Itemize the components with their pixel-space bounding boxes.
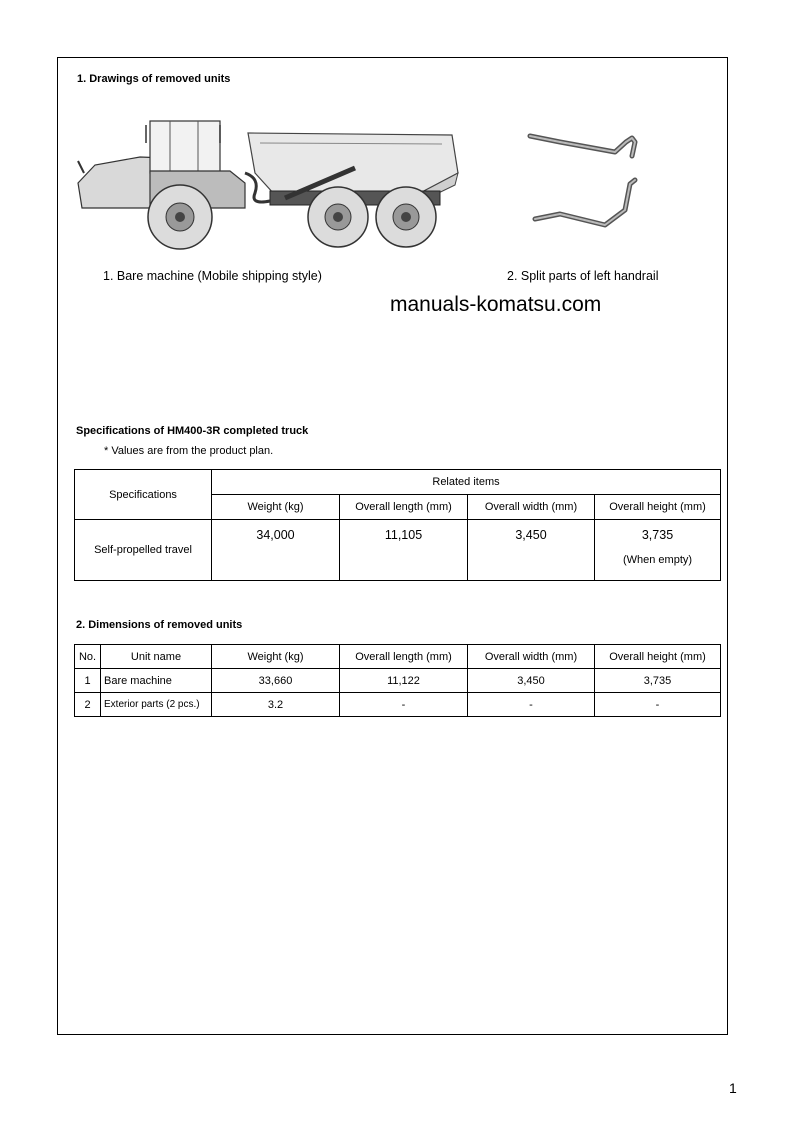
cell-unit-name: Exterior parts (2 pcs.) xyxy=(101,693,212,717)
row-label-self-propelled: Self-propelled travel xyxy=(75,520,212,581)
cell-width: 3,450 xyxy=(468,669,595,693)
header-specifications: Specifications xyxy=(75,470,212,520)
page-number: 1 xyxy=(729,1080,737,1096)
dimensions-table xyxy=(74,644,721,717)
cell-no: 2 xyxy=(75,693,101,717)
cell-weight: 33,660 xyxy=(212,669,340,693)
caption-bare-machine: 1. Bare machine (Mobile shipping style) xyxy=(103,269,322,283)
cell-length: - xyxy=(340,693,468,717)
value-width: 3,450 xyxy=(468,520,595,581)
cell-length: 11,122 xyxy=(340,669,468,693)
watermark: manuals-komatsu.com xyxy=(390,293,602,316)
caption-handrail: 2. Split parts of left handrail xyxy=(507,269,659,283)
cell-no: 1 xyxy=(75,669,101,693)
header-related-items: Related items xyxy=(212,470,721,495)
section1-title: 1. Drawings of removed units xyxy=(77,73,231,85)
cell-width: - xyxy=(468,693,595,717)
col-length: Overall length (mm) xyxy=(340,495,468,520)
specs-table xyxy=(74,469,721,581)
value-weight: 34,000 xyxy=(212,520,340,581)
col-weight: Weight (kg) xyxy=(212,645,340,669)
col-weight: Weight (kg) xyxy=(212,495,340,520)
col-width: Overall width (mm) xyxy=(468,645,595,669)
col-width: Overall width (mm) xyxy=(468,495,595,520)
value-height-note: (When empty) xyxy=(622,554,693,566)
table-row xyxy=(75,669,721,693)
col-unit-name: Unit name xyxy=(101,645,212,669)
col-no: No. xyxy=(75,645,101,669)
col-height: Overall height (mm) xyxy=(595,645,721,669)
specs-note: * Values are from the product plan. xyxy=(104,445,274,457)
cell-weight: 3.2 xyxy=(212,693,340,717)
dump-truck-illustration xyxy=(70,113,470,253)
cell-height: 3,735 xyxy=(595,669,721,693)
section2-title: 2. Dimensions of removed units xyxy=(76,619,243,631)
handrail-parts-illustration xyxy=(520,122,650,232)
specs-title: Specifications of HM400-3R completed truck xyxy=(76,425,309,437)
value-height: 3,735 xyxy=(641,528,674,542)
col-height: Overall height (mm) xyxy=(595,495,721,520)
value-length: 11,105 xyxy=(340,520,468,581)
col-length: Overall length (mm) xyxy=(340,645,468,669)
cell-height: - xyxy=(595,693,721,717)
table-row xyxy=(75,693,721,717)
table-header-row xyxy=(75,645,721,669)
value-height-cell xyxy=(595,520,721,581)
cell-unit-name: Bare machine xyxy=(101,669,212,693)
